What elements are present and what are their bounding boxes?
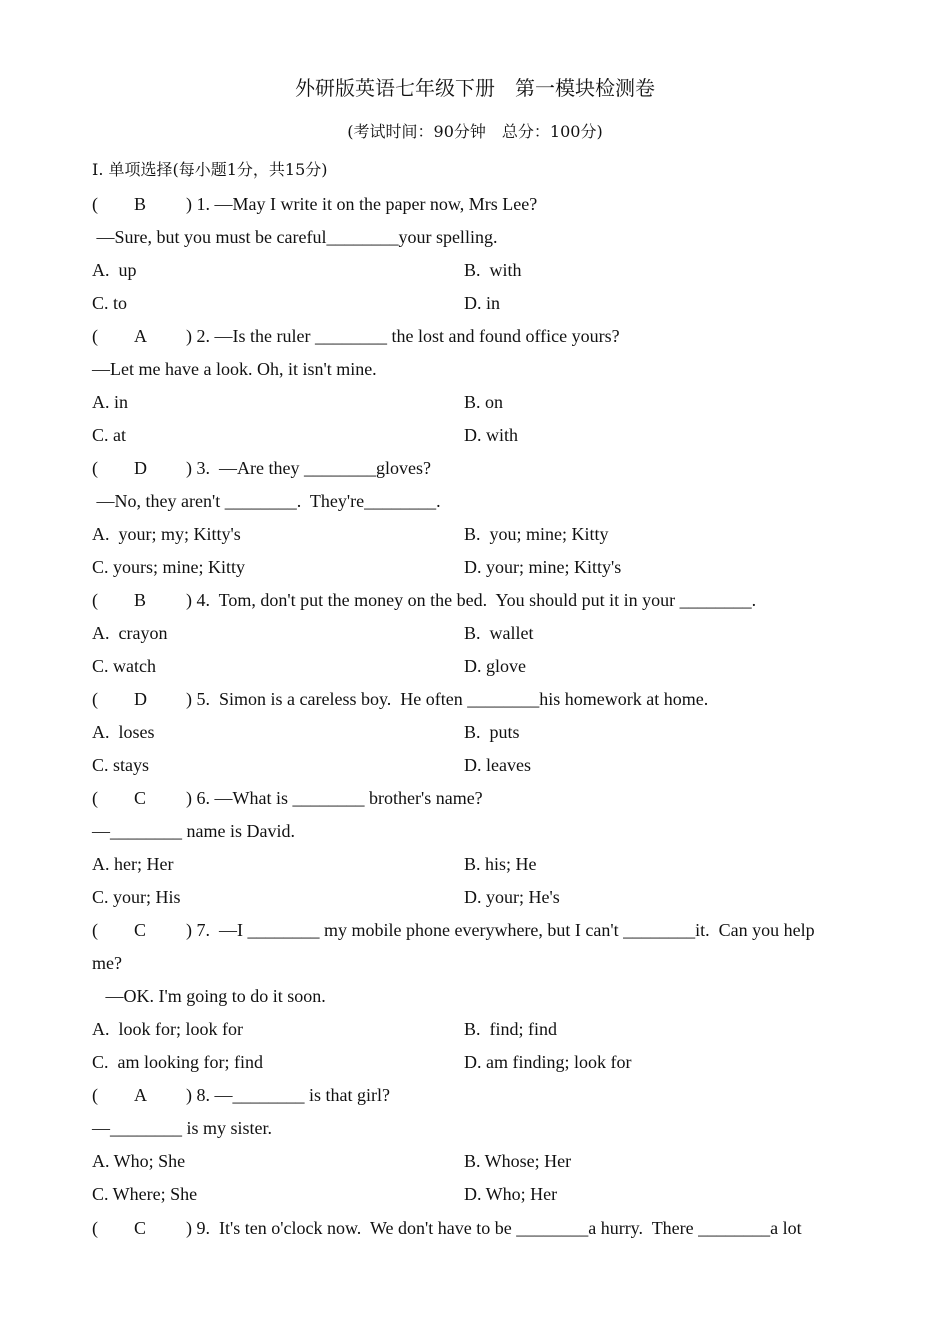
section-heading: Ⅰ. 单项选择(每小题1分，共15分) bbox=[92, 160, 328, 179]
question-stem-continued: —Let me have a look. Oh, it isn't mine. bbox=[92, 359, 377, 379]
question-answer: B bbox=[134, 590, 147, 610]
question-stem: ) 2. —Is the ruler ________ the lost and found office yours? bbox=[186, 326, 620, 346]
question-answer: C bbox=[134, 920, 147, 940]
question-stem: ) 4. Tom, don't put the money on the bed. You should put it in your ________. bbox=[186, 590, 757, 610]
option-a: A. up bbox=[92, 260, 137, 280]
answer-paren-open: ( bbox=[92, 788, 98, 808]
option-d: D. your; He's bbox=[464, 887, 560, 907]
answer-paren-open: ( bbox=[92, 920, 98, 940]
answer-paren-open: ( bbox=[92, 1085, 98, 1105]
option-d: D. with bbox=[464, 425, 518, 445]
option-d: D. your; mine; Kitty's bbox=[464, 557, 622, 577]
option-c: C. am looking for; find bbox=[92, 1052, 263, 1072]
question-answer: A bbox=[134, 326, 147, 346]
question-stem-continued: —No, they aren't ________. They're________. bbox=[92, 491, 441, 511]
answer-paren-open: ( bbox=[92, 326, 98, 346]
option-c: C. at bbox=[92, 425, 126, 445]
option-d: D. Who; Her bbox=[464, 1184, 558, 1204]
question-stem: ) 1. —May I write it on the paper now, Mrs Lee? bbox=[186, 194, 538, 214]
question-answer: A bbox=[134, 1085, 147, 1105]
option-b: B. puts bbox=[464, 722, 520, 742]
option-d: D. leaves bbox=[464, 755, 531, 775]
option-c: C. yours; mine; Kitty bbox=[92, 557, 245, 577]
option-a: A. Who; She bbox=[92, 1151, 186, 1171]
option-c: C. watch bbox=[92, 656, 156, 676]
option-c: C. to bbox=[92, 293, 128, 313]
option-b: B. with bbox=[464, 260, 522, 280]
page-title: 外研版英语七年级下册 第一模块检测卷 bbox=[295, 76, 655, 100]
answer-paren-open: ( bbox=[92, 194, 98, 214]
option-b: B. Whose; Her bbox=[464, 1151, 572, 1171]
exam-info: (考试时间：90分钟 总分：100分) bbox=[347, 122, 603, 141]
question-stem: ) 5. Simon is a careless boy. He often ________his homework at home. bbox=[186, 689, 709, 709]
option-d: D. glove bbox=[464, 656, 526, 676]
question-stem: ) 9. It's ten o'clock now. We don't have to be ________a hurry. There ________a lot bbox=[186, 1218, 802, 1238]
question-answer: D bbox=[134, 458, 147, 478]
question-answer: C bbox=[134, 788, 147, 808]
question-stem: ) 7. —I ________ my mobile phone everywhere, but I can't ________it. Can you help bbox=[186, 920, 815, 940]
question-stem-continued: —OK. I'm going to do it soon. bbox=[92, 986, 326, 1006]
answer-paren-open: ( bbox=[92, 590, 98, 610]
option-a: A. your; my; Kitty's bbox=[92, 524, 241, 544]
option-a: A. look for; look for bbox=[92, 1019, 243, 1039]
question-answer: C bbox=[134, 1218, 147, 1238]
option-c: C. stays bbox=[92, 755, 150, 775]
option-b: B. his; He bbox=[464, 854, 537, 874]
option-a: A. her; Her bbox=[92, 854, 174, 874]
question-stem-wrap: me? bbox=[92, 953, 122, 973]
question-stem-continued: —________ is my sister. bbox=[92, 1118, 273, 1138]
option-a: A. crayon bbox=[92, 623, 168, 643]
option-b: B. on bbox=[464, 392, 504, 412]
option-b: B. wallet bbox=[464, 623, 534, 643]
option-c: C. Where; She bbox=[92, 1184, 198, 1204]
option-b: B. find; find bbox=[464, 1019, 557, 1039]
option-d: D. am finding; look for bbox=[464, 1052, 632, 1072]
question-stem: ) 8. —________ is that girl? bbox=[186, 1085, 390, 1105]
question-stem: ) 3. —Are they ________gloves? bbox=[186, 458, 431, 478]
option-b: B. you; mine; Kitty bbox=[464, 524, 609, 544]
question-stem-continued: —Sure, but you must be careful________your spelling. bbox=[92, 227, 498, 247]
answer-paren-open: ( bbox=[92, 458, 98, 478]
option-a: A. loses bbox=[92, 722, 155, 742]
question-answer: B bbox=[134, 194, 147, 214]
question-stem-continued: —________ name is David. bbox=[92, 821, 295, 841]
option-c: C. your; His bbox=[92, 887, 181, 907]
question-answer: D bbox=[134, 689, 147, 709]
question-stem: ) 6. —What is ________ brother's name? bbox=[186, 788, 483, 808]
option-d: D. in bbox=[464, 293, 500, 313]
answer-paren-open: ( bbox=[92, 1218, 98, 1238]
answer-paren-open: ( bbox=[92, 689, 98, 709]
option-a: A. in bbox=[92, 392, 128, 412]
